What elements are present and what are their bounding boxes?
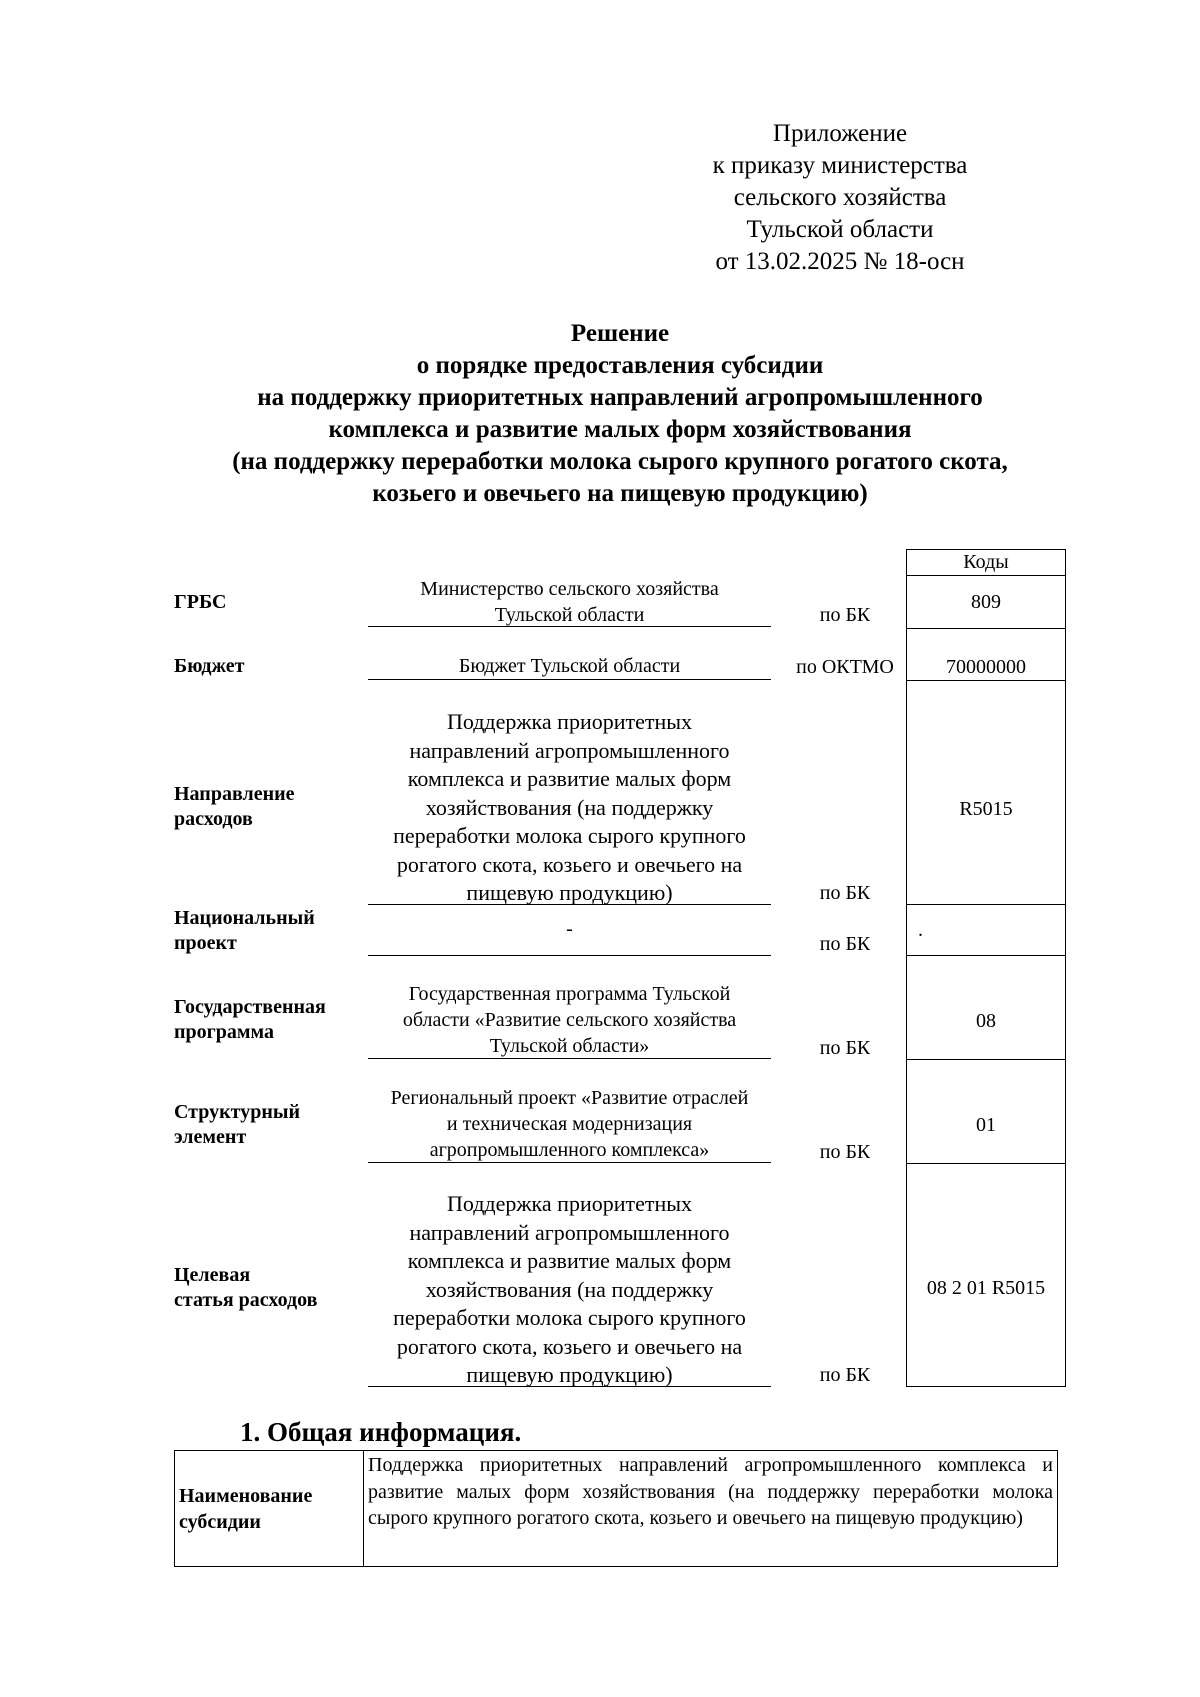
direction-value: [368, 708, 771, 908]
title-line: на поддержку приоритетных направлений агропромышленного: [257, 384, 983, 411]
direction-value-line: хозяйствования (на поддержку: [425, 794, 714, 820]
codes-divider: [906, 680, 1066, 681]
structural-element-value-line: Региональный проект «Развитие отраслей: [390, 1087, 749, 1109]
grbs-by: по БК: [819, 604, 871, 626]
target-article-code: 08 2 01 R5015: [926, 1277, 1046, 1299]
codes-header: Коды: [963, 551, 1009, 573]
grbs-underline: [368, 626, 771, 627]
direction-label-line: расходов: [174, 808, 253, 830]
national-project-label-line: проект: [174, 932, 237, 954]
target-article-value-line: переработки молока сырого крупного: [393, 1305, 746, 1330]
budget-code: 70000000: [946, 656, 1026, 678]
direction-value-line: направлений агропромышленного: [409, 737, 730, 763]
grbs-value-line: Министерство сельского хозяйства: [420, 578, 719, 600]
grbs-value: [368, 576, 771, 628]
subsidy-name-label: [175, 1451, 364, 1567]
structural-element-underline: [368, 1162, 771, 1163]
target-article-value-line: комплекса и развитие малых форм: [407, 1248, 732, 1273]
table-row: [175, 1451, 1058, 1567]
state-program-label: [174, 995, 326, 1045]
appendix-line: Тульской области: [746, 216, 934, 243]
target-article-value-line: Поддержка приоритетных: [446, 1191, 693, 1216]
target-article-value-line: направлений агропромышленного: [409, 1219, 730, 1245]
codes-divider: [906, 1059, 1066, 1060]
document-title: [100, 318, 1140, 510]
structural-element-by: по БК: [819, 1141, 871, 1163]
direction-label-line: Направление: [174, 783, 295, 805]
section-heading: 1. Общая информация.: [240, 1417, 522, 1447]
grbs-value-line: Тульской области: [494, 604, 645, 626]
direction-by: по БК: [819, 882, 871, 904]
direction-value-line: рогатого скота, козьего и овечьего на: [396, 851, 743, 877]
grbs-code: 809: [971, 591, 1001, 613]
appendix-line: Приложение: [772, 120, 908, 147]
target-article-value-line: хозяйствования (на поддержку: [425, 1276, 714, 1302]
budget-underline: [368, 679, 771, 680]
appendix-block: [640, 118, 1040, 278]
structural-element-value-line: и техническая модернизация: [446, 1113, 693, 1135]
direction-value-line: переработки молока сырого крупного: [393, 823, 746, 848]
national-project-label: [174, 906, 315, 956]
codes-divider: [906, 955, 1066, 956]
subsidy-name-label-line: Наименование: [179, 1484, 313, 1507]
direction-value-line: Поддержка приоритетных: [446, 709, 693, 734]
target-article-value-line: пищевую продукцию): [466, 1362, 673, 1387]
structural-element-label-line: элемент: [174, 1126, 247, 1148]
state-program-value-line: области «Развитие сельского хозяйства: [402, 1009, 737, 1031]
target-article-label-line: статья расходов: [174, 1289, 318, 1311]
codes-divider: [906, 1163, 1066, 1164]
state-program-code: 08: [976, 1010, 996, 1032]
state-program-label-line: Государственная: [174, 996, 326, 1018]
appendix-date-number: от 13.02.2025 № 18-осн: [715, 248, 965, 275]
target-article-by: по БК: [819, 1364, 871, 1386]
appendix-line: сельского хозяйства: [733, 184, 947, 211]
title-line: о порядке предоставления субсидии: [416, 352, 824, 379]
national-project-underline: [368, 955, 771, 956]
target-article-value-line: рогатого скота, козьего и овечьего на: [396, 1333, 743, 1359]
structural-element-code: 01: [976, 1114, 996, 1136]
title-line: Решение: [570, 320, 670, 347]
subsidy-name-value: Поддержка приоритетных направлений агропромышленного комплекса и развитие малых форм хозяйствования (на поддержку переработки молока сырого крупного рогатого скота, козьего и овечьего на пищевую продукцию): [364, 1451, 1058, 1567]
national-project-label-line: Национальный: [174, 907, 315, 929]
direction-value-line: пищевую продукцию): [466, 880, 673, 905]
general-info-table: [174, 1450, 1058, 1567]
codes-divider: [906, 575, 1066, 576]
target-article-value: [368, 1190, 771, 1390]
target-article-label: [174, 1263, 317, 1313]
state-program-underline: [368, 1058, 771, 1059]
budget-by: по ОКТМО: [796, 656, 894, 678]
appendix-line: к приказу министерства: [712, 152, 968, 179]
state-program-value-line: Тульской области»: [489, 1035, 650, 1057]
structural-element-label-line: Структурный: [174, 1101, 300, 1123]
national-project-code: .: [918, 919, 923, 941]
state-program-value: [368, 981, 771, 1059]
direction-label: [174, 782, 295, 832]
direction-underline: [368, 904, 771, 905]
state-program-by: по БК: [819, 1037, 871, 1059]
target-article-underline: [368, 1386, 771, 1387]
title-line: комплекса и развитие малых форм хозяйствования: [328, 416, 912, 443]
national-project-value-line: -: [566, 918, 573, 940]
national-project-value: [368, 916, 771, 942]
state-program-label-line: программа: [174, 1021, 274, 1043]
grbs-label: ГРБС: [174, 591, 227, 613]
direction-value-line: комплекса и развитие малых форм: [407, 766, 732, 791]
codes-divider: [906, 904, 1066, 905]
state-program-value-line: Государственная программа Тульской: [408, 983, 731, 1005]
title-line: козьего и овечьего на пищевую продукцию): [372, 480, 868, 507]
target-article-label-line: Целевая: [174, 1264, 251, 1286]
title-line: (на поддержку переработки молока сырого крупного рогатого скота,: [232, 448, 1008, 475]
budget-value: [368, 653, 771, 679]
codes-divider: [906, 628, 1066, 629]
budget-value-line: Бюджет Тульской области: [458, 655, 681, 677]
direction-code: R5015: [959, 798, 1013, 820]
budget-label: Бюджет: [174, 655, 245, 677]
subsidy-name-label-line: субсидии: [179, 1510, 261, 1533]
structural-element-value-line: агропромышленного комплекса»: [429, 1139, 710, 1161]
national-project-by: по БК: [819, 933, 871, 955]
structural-element-label: [174, 1100, 300, 1150]
structural-element-value: [368, 1085, 771, 1163]
